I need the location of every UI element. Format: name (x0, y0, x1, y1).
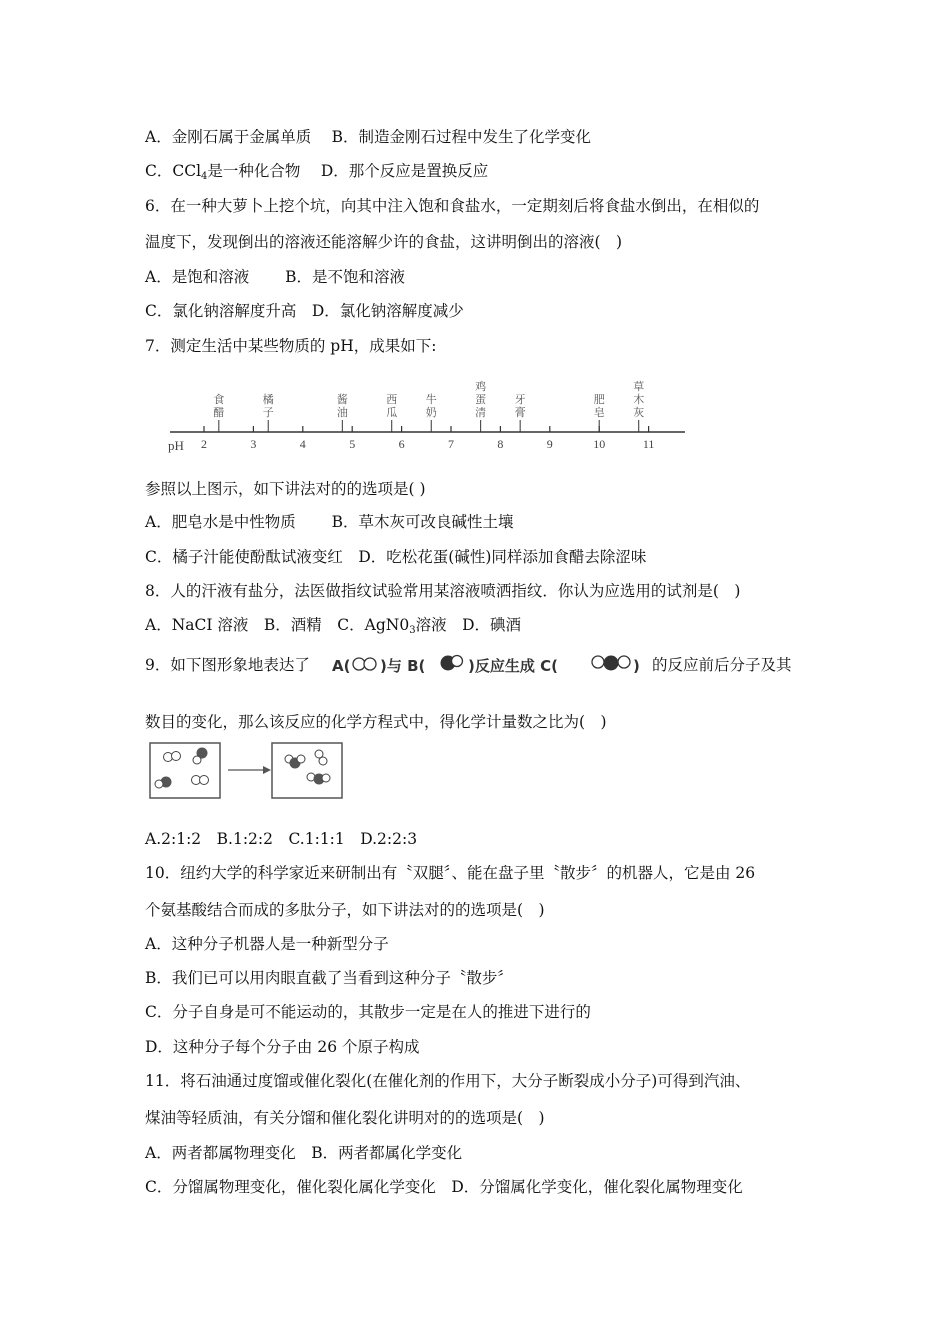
q11-options-cd: C．分馏属物理变化，催化裂化属化学变化 D．分馏属化学变化，催化裂化属物理变化 (145, 1178, 743, 1196)
ph-item-label: 西瓜 (386, 393, 398, 419)
q10-stem-2: 个氨基酸结合而成的多肽分子，如下讲法对的的选项是( ) (145, 901, 545, 919)
q10-stem-1: 10．纽约大学的科学家近来研制出有〝双腿〞、能在盘子里〝散步〞的机器人，它是由 26 (145, 864, 756, 882)
q7-options-ab: A．肥皂水是中性物质 B．草木灰可改良碱性土壤 (145, 513, 514, 531)
ph-tick-label: 3 (250, 437, 257, 451)
ph-item-label: 肥皂 (593, 393, 605, 419)
q5-options-cd: C．CCl$_4$是一种化合物 D．那个反应是置换反应 (145, 162, 489, 182)
q8-stem: 8．人的汗液有盐分，法医做指纹试验常用某溶液喷洒指纹．你认为应选用的试剂是( ) (145, 582, 741, 600)
molecule-label-c: )反应生成 C( (468, 657, 558, 675)
atom-white-circle (364, 658, 376, 670)
ph-tick-label: 4 (299, 437, 306, 451)
ph-item-label: 牛奶 (425, 393, 437, 419)
atom-white-circle (353, 658, 365, 670)
molecule-label-b: )与 B( (380, 657, 426, 675)
q5-options-ab: A．金刚石属于金属单质 B．制造金刚石过程中发生了化学变化 (145, 128, 592, 146)
q10-option-a: A．这种分子机器人是一种新型分子 (145, 935, 389, 953)
ph-tick-label: 10 (593, 437, 606, 451)
atom-white-circle (193, 756, 201, 764)
atom-white-circle (618, 656, 630, 668)
ph-tick-label: 2 (201, 437, 207, 451)
q6-options-cd: C．氯化钠溶解度升高 D．氯化钠溶解度减少 (145, 302, 464, 320)
ph-item-label: 鸡蛋清 (475, 380, 487, 419)
atom-white-circle (297, 755, 305, 763)
atom-white-circle (155, 780, 163, 788)
ph-tick-label: 7 (448, 437, 454, 451)
q11-stem-1: 11．将石油通过度馏或催化裂化(在催化剂的作用下，大分子断裂成小分子)可得到汽油、 (145, 1072, 751, 1090)
q10-option-c: C．分子自身是可不能运动的，其散步一定是在人的推进下进行的 (145, 1003, 591, 1021)
ph-tick-label: 8 (497, 437, 504, 451)
ph-axis-label: pH (168, 438, 184, 453)
ph-tick-label: 6 (398, 437, 405, 451)
ph-item-label: 橘子 (262, 393, 274, 419)
q7-options-cd: C．橘子汁能使酚酞试液变红 D．吃松花蛋(碱性)同样添加食醋去除涩味 (145, 548, 647, 566)
q11-stem-2: 煤油等轻质油，有关分馏和催化裂化讲明对的的选项是( ) (145, 1109, 545, 1127)
reaction-arrow-head (263, 766, 271, 774)
atom-white-circle (322, 774, 330, 782)
q6-options-ab: A．是饱和溶液 B．是不饱和溶液 (145, 268, 406, 286)
molecule-label-close: ) (633, 657, 640, 675)
q9-stem-tail: 的反应前后分子及其 (652, 656, 792, 674)
molecule-label-a: A( (332, 657, 351, 675)
atom-white-circle (200, 776, 209, 785)
after-box (272, 743, 342, 798)
atom-white-circle (319, 757, 327, 765)
q9-stem-2: 数目的变化，那么该反应的化学方程式中，得化学计量数之比为( ) (145, 713, 607, 731)
atom-dark-circle (604, 656, 619, 671)
q11-options-ab: A．两者都属物理变化 B．两者都属化学变化 (145, 1144, 463, 1162)
ph-tick-label: 11 (642, 437, 655, 451)
q10-option-d: D．这种分子每个分子由 26 个原子构成 (145, 1038, 420, 1056)
q9-stem-lead: 9．如下图形象地表达了 (145, 656, 310, 674)
ph-tick-label: 9 (546, 437, 553, 451)
atom-white-circle (592, 656, 604, 668)
q7-stem: 7．测定生活中某些物质的 pH，成果如下: (145, 337, 437, 355)
q10-option-b: B．我们已可以用肉眼直截了当看到这种分子〝散步〞 (145, 969, 513, 987)
ph-item-label: 牙膏 (514, 393, 526, 419)
ph-scale-figure (160, 380, 700, 462)
ph-tick-label: 5 (349, 437, 356, 451)
ph-item-label: 草木灰 (633, 380, 645, 419)
ph-item-label: 酱油 (336, 393, 348, 419)
q9-options: A.2:1:2 B.1:2:2 C.1:1:1 D.2:2:3 (145, 830, 418, 848)
reaction-diagram (148, 740, 358, 802)
atom-white-circle (452, 656, 463, 667)
ph-item-label: 食醋 (213, 393, 225, 419)
before-box (150, 743, 220, 798)
q6-stem-2: 温度下，发现倒出的溶液还能溶解少许的食盐，这讲明倒出的溶液( ) (145, 233, 623, 251)
atom-white-circle (172, 752, 181, 761)
q8-options: A．NaCI 溶液 B．酒精 C．$AgN0_3$溶液 D．碘酒 (145, 616, 522, 636)
q7-question: 参照以上图示，如下讲法对的的选项是( ) (145, 480, 426, 498)
molecule-legend (330, 648, 650, 684)
q6-stem-1: 6．在一种大萝卜上挖个坑，向其中注入饱和食盐水，一定期刻后将食盐水倒出，在相似的 (145, 197, 760, 215)
